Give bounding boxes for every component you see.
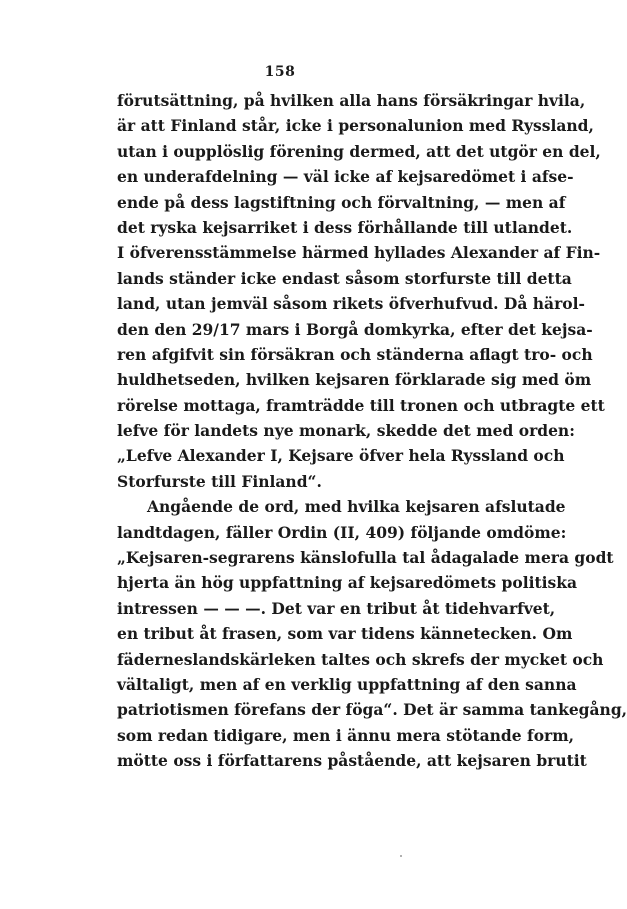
text-line: mötte oss i författarens påstående, att kejsaren brutit [117,751,587,771]
text-line: landtdagen, fäller Ordin (II, 409) följande omdöme: [117,522,567,542]
paragraph-end-line: Storfurste till Finland“. [117,471,322,491]
text-line: det ryska kejsarriket i dess förhållande till utlandet. [117,217,573,237]
page-number: 158 [264,64,296,80]
text-line: vältaligt, men af en verklig uppfattning af den sanna [117,674,577,694]
text-line: patriotismen förefans der föga“. Det är samma tankegång, [117,700,627,720]
text-line: lefve för landets nye monark, skedde det med orden: [117,421,575,441]
text-line: ende på dess lagstiftning och förvaltning, — men af [117,192,566,212]
text-line: intressen — — —. Det var en tribut åt tidehvarfvet, [117,598,556,618]
print-speck [400,855,402,857]
text-line: I öfverensstämmelse härmed hyllades Alexander af Fin- [117,243,601,263]
text-line: en underafdelning — väl icke af kejsaredömet i afse- [117,167,574,187]
text-line: hjerta än hög uppfattning af kejsaredömets politiska [117,573,578,593]
text-line: är att Finland står, icke i personalunion med Ryssland, [117,116,594,136]
text-line: en tribut åt frasen, som var tidens kännetecken. Om [117,624,573,644]
body-text [117,88,627,774]
text-line: rörelse mottaga, framträdde till tronen och utbragte ett [117,395,605,415]
text-line: ren afgifvit sin försäkran och ständerna aflagt tro- och [117,344,593,364]
text-line: lands ständer icke endast såsom storfurste till detta [117,268,572,288]
text-line: „Kejsaren-segrarens känslofulla tal ådagalade mera godt [117,548,614,568]
paragraph-start-line: Angående de ord, med hvilka kejsaren afslutade [147,497,566,517]
text-line: den den 29/17 mars i Borgå domkyrka, efter det kejsa- [117,319,593,339]
text-line: utan i oupplöslig förening dermed, att det utgör en del, [117,141,601,161]
text-line: fäderneslandskärleken taltes och skrefs der mycket och [117,649,604,669]
text-line: „Lefve Alexander I, Kejsare öfver hela Ryssland och [117,446,565,466]
text-line: förutsättning, på hvilken alla hans försäkringar hvila, [117,91,586,110]
text-line: huldhetseden, hvilken kejsaren förklarade sig med öm [117,370,592,390]
text-line: som redan tidigare, men i ännu mera stötande form, [117,725,575,745]
text-line: land, utan jemväl såsom rikets öfverhufvud. Då härol- [117,294,585,314]
